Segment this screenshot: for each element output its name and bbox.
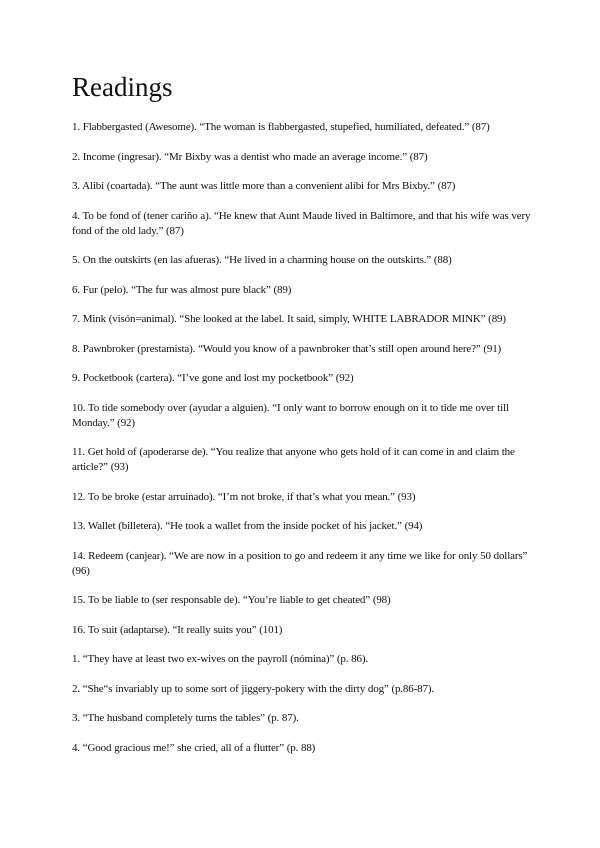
list-item: 13. Wallet (billetera). “He took a wallet from the inside pocket of his jacket.” (94) [72, 520, 423, 532]
list-item: 3. Alibi (coartada). “The aunt was little more than a convenient alibi for Mrs Bixby.” (87) [72, 180, 456, 192]
list-item: 10. To tide somebody over (ayudar a alguien). “I only want to borrow enough on it to tide me over till Monday.” (92) [72, 401, 509, 429]
list-item: 9. Pocketbook (cartera). “I’ve gone and lost my pocketbook” (92) [72, 372, 354, 384]
list-item: 2. Income (ingresar). “Mr Bixby was a dentist who made an average income.” (87) [72, 150, 428, 163]
list-item: 4. To be fond of (tener cariño a). “He knew that Aunt Maude lived in Baltimore, and that his wife was very fond of the old lady.” (87) [72, 209, 531, 237]
page-title: Readings [72, 72, 173, 102]
list-item: 11. Get hold of (apoderarse de). “You realize that anyone who gets hold of it can come in and claim the article?” (93) [72, 446, 515, 473]
list-item: 3. “The husband completely turns the tables” (p. 87). [72, 712, 299, 724]
list-item: 16. To suit (adaptarse). “It really suits you” (101) [72, 623, 283, 636]
readings-list [72, 120, 538, 770]
list-item: 1. “They have at least two ex-wives on the payroll (nómina)” (p. 86). [72, 653, 368, 665]
list-item: 6. Fur (pelo). “The fur was almost pure black” (89) [72, 283, 292, 296]
list-item: 8. Pawnbroker (prestamista). “Would you know of a pawnbroker that’s still open around here?” (91) [72, 342, 502, 355]
list-item: 5. On the outskirts (en las afueras). “He lived in a charming house on the outskirts.” (88) [72, 254, 452, 266]
list-item: 1. Flabbergasted (Awesome). “The woman is flabbergasted, stupefied, humiliated, defeated.” (87) [72, 121, 490, 133]
list-item: 4. “Good gracious me!” she cried, all of a flutter” (p. 88) [72, 741, 316, 754]
list-item: 15. To be liable to (ser responsable de). “You’re liable to get cheated” (98) [72, 594, 391, 606]
list-item: 2. “She“s invariably up to some sort of jiggery-pokery with the dirty dog” (p.86-87). [72, 682, 434, 695]
list-item: 7. Mink (visón=animal). “She looked at the label. It said, simply, WHITE LABRADOR MINK” (89) [72, 313, 506, 325]
list-item: 12. To be broke (estar arruinado). “I’m not broke, if that’s what you mean.” (93) [72, 490, 416, 503]
list-item: 14. Redeem (canjear). “We are now in a position to go and redeem it any time we like for only 50 dollars” (96) [72, 549, 528, 577]
